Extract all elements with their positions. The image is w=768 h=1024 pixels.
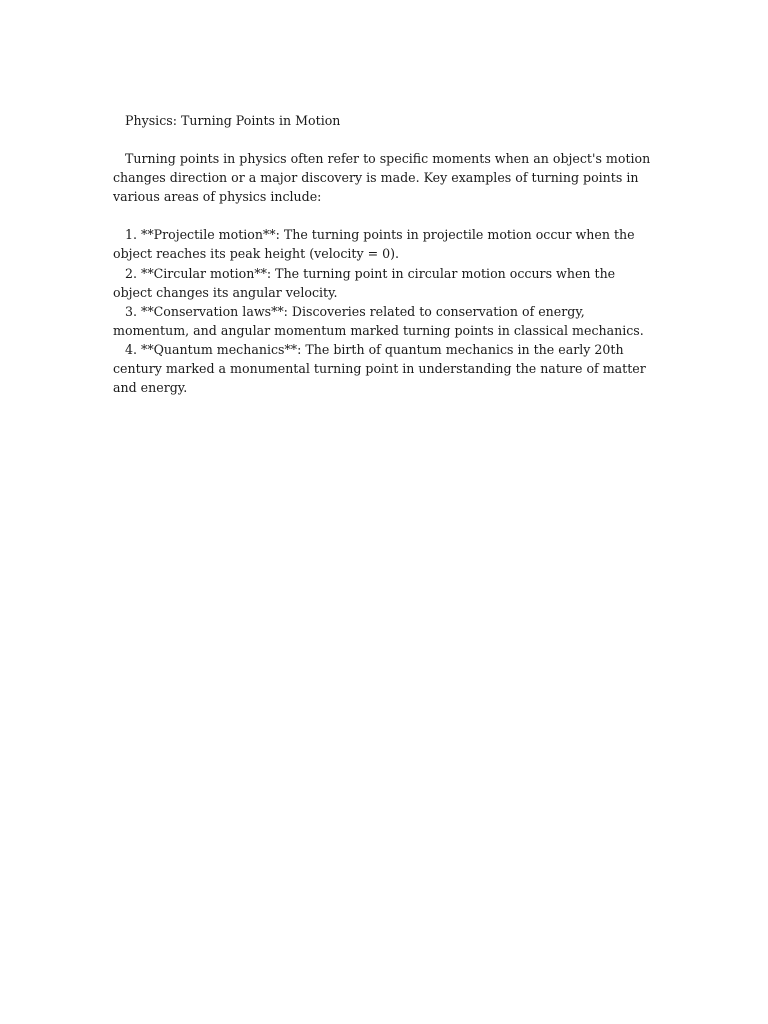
intro-paragraph: Turning points in physics often refer to specific moments when an object's motion changes direction or a major discovery is made. Key examples of turning points in various areas of physics include:	[113, 151, 651, 205]
list-item-circular-motion: 2. **Circular motion**: The turning point in circular motion occurs when the object changes its angular velocity.	[113, 265, 616, 300]
paragraph-gap	[113, 206, 658, 225]
list-item-projectile-motion: 1. **Projectile motion**: The turning points in projectile motion occur when the object reaches its peak height (velocity = 0).	[113, 227, 635, 262]
document-title: Physics: Turning Points in Motion	[125, 113, 341, 128]
list-item-conservation-laws: 3. **Conservation laws**: Discoveries related to conservation of energy, momentum, and angular momentum marked turning points in classical mechanics.	[113, 303, 644, 338]
document-page	[113, 111, 658, 397]
list-item-quantum-mechanics: 4. **Quantum mechanics**: The birth of quantum mechanics in the early 20th century marked a monumental turning point in understanding the nature of matter and energy.	[113, 341, 646, 396]
paragraph-gap	[113, 130, 658, 149]
